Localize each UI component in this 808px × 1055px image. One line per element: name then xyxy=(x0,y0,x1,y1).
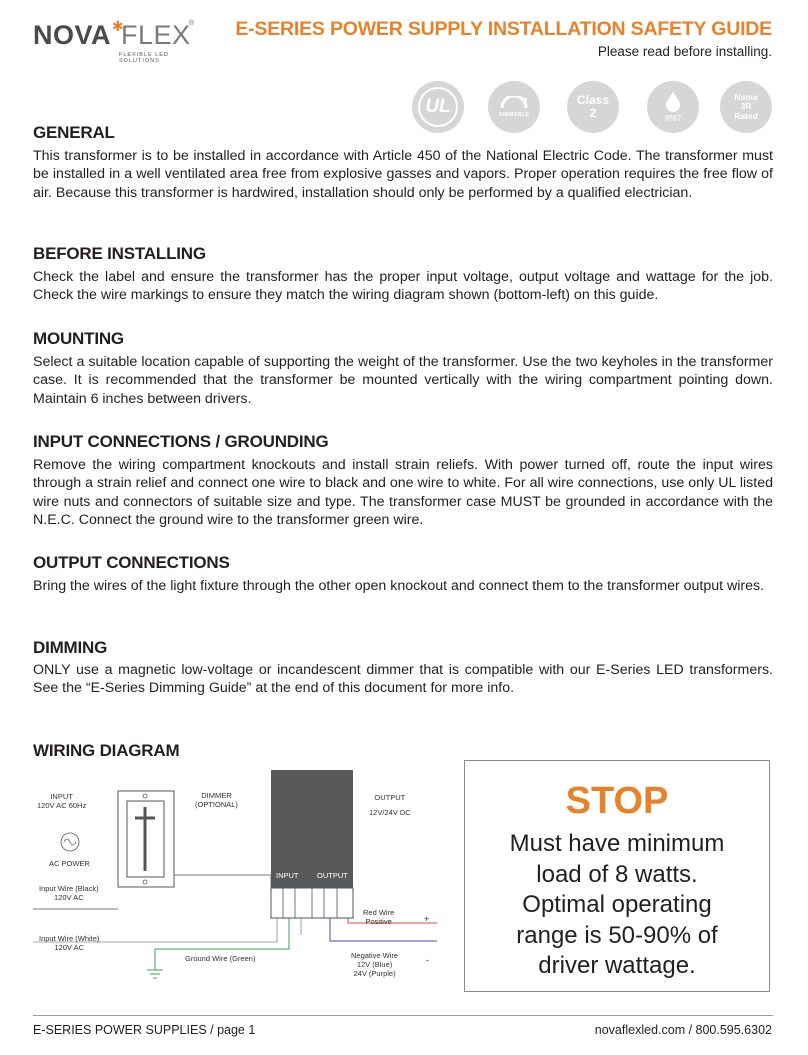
negative-wire-label: Negative Wire 12V (Blue) 24V (Purple) xyxy=(351,951,399,978)
nema-label: Nema xyxy=(734,91,758,102)
footer-contact: novaflexled.com / 800.595.6302 xyxy=(594,1023,772,1037)
class-2-badge xyxy=(567,81,619,133)
ac-power-label: AC POWER xyxy=(49,859,90,868)
dimmer-arc-icon xyxy=(499,96,529,110)
output-connections-body: Bring the wires of the light fixture through the other open knockout and connect them to the transformer output wires. xyxy=(33,578,765,594)
dimming-heading: DIMMING xyxy=(33,638,108,657)
logo-star-icon: ✱ xyxy=(112,18,124,34)
minus-sign: - xyxy=(426,955,429,965)
general-heading: GENERAL xyxy=(33,123,115,142)
nema-3r-badge xyxy=(720,81,772,133)
dimmable-label: DIMMABLE xyxy=(498,112,530,118)
ip67-badge xyxy=(647,81,699,133)
logo-nova-text: NOVA xyxy=(33,20,112,50)
novaflex-logo xyxy=(33,18,195,64)
output-connections-heading: OUTPUT CONNECTIONS xyxy=(33,553,230,572)
general-body: This transformer is to be installed in accordance with Article 450 of the National Electric Code. The transformer must be installed in a well ventilated area free from explosive gasses and vapors. Proper operation requires the free flow of air. Because this transformer is hardwired, installation should only be performed by a qualified electrician. xyxy=(33,148,773,201)
page-title: E-SERIES POWER SUPPLY INSTALLATION SAFETY GUIDE xyxy=(235,18,772,40)
terminal-output-label: OUTPUT xyxy=(317,871,348,880)
stop-warning-box xyxy=(464,760,770,992)
mounting-body: Select a suitable location capable of supporting the weight of the transformer. Use the two keyholes in the transformer case. It is recommended that the transformer be mounted vertically with the wiring compartment pointing down. Maintain 6 inches between drivers. xyxy=(33,354,773,407)
registered-icon: ® xyxy=(189,20,195,27)
water-drop-icon xyxy=(664,91,682,113)
mounting-heading: MOUNTING xyxy=(33,329,124,348)
footer-page-label: E-SERIES POWER SUPPLIES / page 1 xyxy=(33,1023,256,1037)
input-label: INPUT 120V AC 60Hz xyxy=(37,792,87,810)
input-wire-white-label: Input Wire (White) 120V AC xyxy=(39,934,100,952)
wiring-diagram xyxy=(33,765,443,995)
nema-rating: 3R xyxy=(740,101,752,112)
ip-rating-label: IP67 xyxy=(664,114,682,123)
input-connections-heading: INPUT CONNECTIONS / GROUNDING xyxy=(33,432,329,451)
wiring-diagram-heading: WIRING DIAGRAM xyxy=(33,741,180,760)
nema-rated: Rated xyxy=(734,110,758,121)
dimming-body: ONLY use a magnetic low-voltage or incandescent dimmer that is compatible with our E-Series LED transformers. See the “E-Series Dimming Guide” at the end of this document for more info. xyxy=(33,662,773,697)
class-label: Class xyxy=(576,93,610,107)
class-number: 2 xyxy=(589,106,597,120)
footer-divider xyxy=(33,1015,773,1016)
logo-tagline: FLEXIBLE LED SOLUTIONS xyxy=(119,52,169,64)
input-wire-black-label: Input Wire (Black) 120V AC xyxy=(39,884,99,902)
plus-sign: + xyxy=(424,914,430,924)
dimmer-label: DIMMER (OPTIONAL) xyxy=(195,791,238,809)
input-connections-body: Remove the wiring compartment knockouts and install strain reliefs. With power turned off, route the input wires through a strain relief and connect one wire to black and one wire to white. For all wire connections, use only UL listed wire nuts and connectors of suitable size and type. The transformer case MUST be grounded in accordance with the N.E.C. Connect the ground wire to the transformer green wire. xyxy=(33,457,773,528)
page-subtitle: Please read before installing. xyxy=(597,44,772,59)
dimmable-badge xyxy=(488,81,540,133)
ground-wire-label: Ground Wire (Green) xyxy=(185,954,256,963)
before-installing-body: Check the label and ensure the transformer has the proper input voltage, output voltage and wattage for the job. Check the wire markings to ensure they match the wiring diagram shown (bottom-left) on this guide. xyxy=(33,269,773,304)
stop-title: STOP xyxy=(565,780,669,822)
before-installing-heading: BEFORE INSTALLING xyxy=(33,244,206,263)
terminal-input-label: INPUT xyxy=(276,871,299,880)
stop-message: Must have minimum load of 8 watts. Optimal operating range is 50-90% of driver wattage. xyxy=(509,830,725,979)
red-wire-label: Red Wire Positive xyxy=(363,908,395,926)
ul-listed-badge xyxy=(412,81,464,133)
logo-flex-text: FLEX xyxy=(121,20,191,50)
ul-badge-label: UL xyxy=(418,87,458,127)
output-label: OUTPUT 12V/24V DC xyxy=(369,793,411,817)
